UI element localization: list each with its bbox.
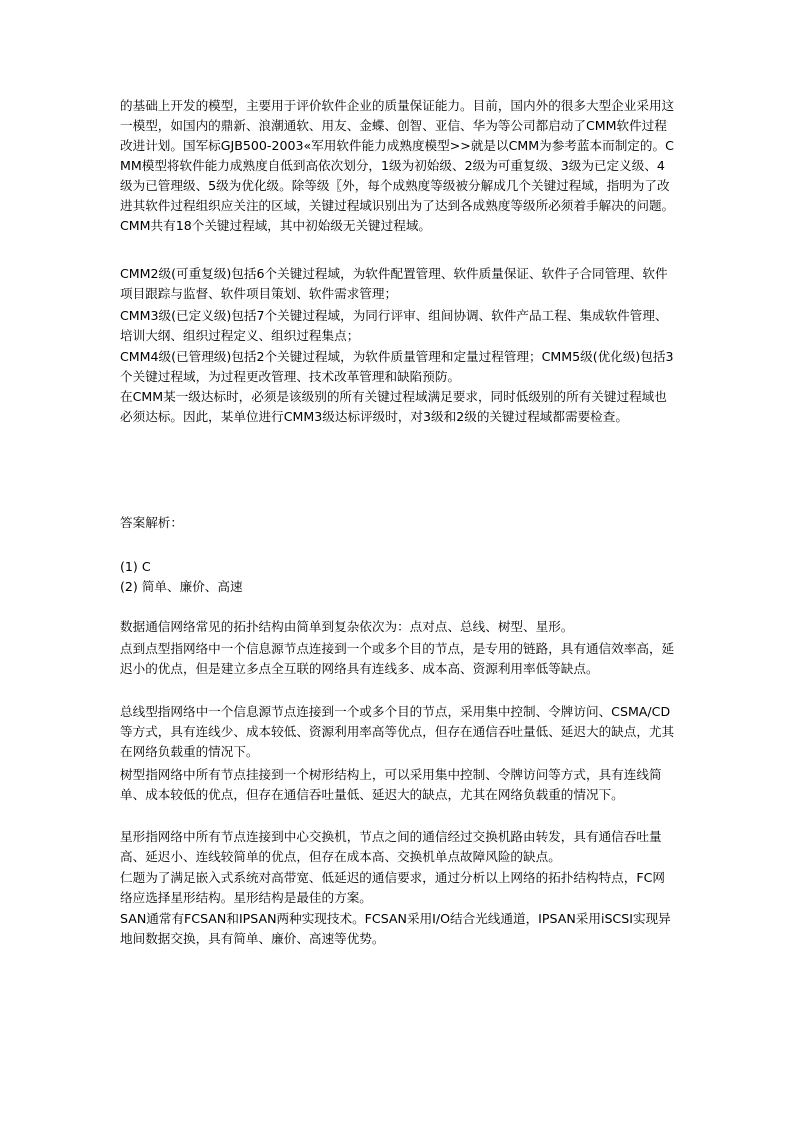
star-paragraph: 星形指网络中所有节点连接到中心交换机，节点之间的通信经过交换机路由转发，具有通信吞吐量高、延迟小、连线较简单的优点，但存在成本高、交换机单点故障风险的缺点。: [120, 829, 662, 864]
tree-paragraph: 树型指网络中所有节点挂接到一个树形结构上，可以采用集中控制、令牌访问等方式，具有连线简单、成本较低的优点，但存在通信吞吐量低、延迟大的缺点，尤其在网络负载重的情况下。: [120, 767, 662, 802]
cmm-intro-paragraph: 的基础上开发的模型，主要用于评价软件企业的质量保证能力。目前，国内外的很多大型企业采用这一模型，如国内的鼎新、浪潮通软、用友、金蝶、创智、亚信、华为等公司都启动了CMM软件过程改进计划。国军标GJB500-2003«军用软件能力成熟度模型>>就是以CMM为参考蓝本而制定的。CMM模型将软件能力成熟度自低到高依次划分，1级为初始级、2级为可重复级、3级为已定义级、4级为已管理级、5级为优化级。除等级〖外，每个成熟度等级被分解成几个关键过程域，指明为了改进其软件过程组织应关注的区域，关键过程域识别出为了达到各成熟度等级所必须着手解决的问题。CMM共有18个关键过程域，其中初始级无关键过程域。: [120, 98, 675, 233]
cmm-assessment-paragraph: 在CMM某一级达标时，必须是该级别的所有关键过程域满足要求，同时低级别的所有关键过程域也必须达标。因此，某单位进行CMM3级达标评级时，对3级和2级的关键过程域都需要检查。: [120, 389, 667, 424]
topology-overview-paragraph: 数据通信网络常见的拓扑结构由简单到复杂依次为：点对点、总线、树型、星形。: [120, 619, 574, 634]
bus-paragraph: 总线型指网络中一个信息源节点连接到一个或多个目的节点，采用集中控制、令牌访问、CSMA/CD等方式，具有连线少、成本较低、资源利用率高等优点，但存在通信吞吐量低、延迟大的缺点，尤其在网络负载重的情况下。: [120, 704, 675, 759]
cmm3-paragraph: CMM3级(已定义级)包括7个关键过程域，为同行评审、组间协调、软件产品工程、集成软件管理、培训大纲、组织过程定义、组织过程集点；: [120, 308, 668, 343]
cmm2-paragraph: CMM2级(可重复级)包括6个关键过程域，为软件配置管理、软件质量保证、软件子合同管理、软件项目跟踪与监督、软件项目策划、软件需求管理；: [120, 266, 668, 301]
answer-item-1: (1) C: [120, 559, 151, 574]
answer-item-2: (2) 简单、廉价、高速: [120, 579, 243, 594]
cmm4-paragraph: CMM4级(已管理级)包括2个关键过程域，为软件质量管理和定量过程管理；CMM5级(优化级)包括3个关键过程域，为过程更改管理、技术改革管理和缺陷预防。: [120, 349, 674, 384]
fc-network-paragraph: 仁题为了满足嵌入式系统对高带宽、低延迟的通信要求，通过分析以上网络的拓扑结构特点，FC网络应选择星形结构。星形结构是最佳的方案。: [120, 870, 665, 905]
san-paragraph: SAN通常有FCSAN和IPSAN两种实现技术。FCSAN采用I/O结合光线通道，IPSAN采用iSCSI实现异地间数据交换，具有简单、廉价、高速等优势。: [120, 911, 671, 946]
answer-heading: 答案解析：: [120, 515, 183, 530]
point-to-point-paragraph: 点到点型指网络中一个信息源节点连接到一个或多个目的节点，是专用的链路，具有通信效率高，延迟小的优点，但是建立多点全互联的网络具有连线多、成本高、资源利用率低等缺点。: [120, 641, 675, 676]
